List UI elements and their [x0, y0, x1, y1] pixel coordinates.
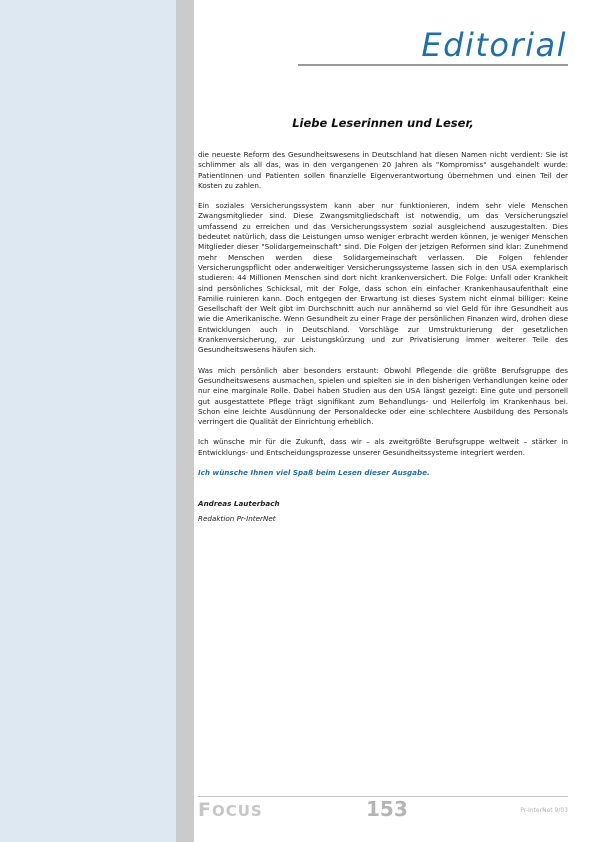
sidebar-blue-panel [0, 0, 176, 842]
page-title: Editorial [421, 26, 567, 64]
page-number: 153 [366, 797, 408, 821]
brand-rest: OCUS [211, 802, 263, 820]
letter-body [198, 116, 568, 523]
sidebar-gray-stripe [176, 0, 194, 842]
letter-paragraph-4: Ich wünsche mir für die Zukunft, dass wir – als zweitgrößte Berufsgruppe weltweit – stärker in Entwicklungs- und Entscheidungsprozesse unserer Gesundheitssysteme integriert werden. [198, 437, 568, 457]
signature-name: Andreas Lauterbach [198, 499, 280, 509]
letter-greeting: Liebe Leserinnen und Leser, [292, 116, 474, 130]
letter-paragraph-2: Ein soziales Versicherungssystem kann aber nur funktionieren, indem sehr viele Menschen Zwangsmitglieder sind. Diese Zwangsmitgliedschaft ist notwendig, um das Versicherungsziel umfassend zu erreichen und das Versicherungssystem sozial ausgleichend auszugestalten. Dies bedeutet natürlich, dass die Leistungen umso weniger erbracht werden können, je weniger Menschen Mitglieder dieser "Solidargemeinschaft" sind. Die Folgen der jetzigen Reformen sind klar: Zunehmend mehr Menschen werden diese Solidargemeinschaft verlassen. Die Folgen fehlender Versicherungspflicht oder anderweitiger Versicherungssysteme lassen sich in den USA exemplarisch studieren: 44 Millionen Menschen sind dort nicht krankenversichert. Die Folge: Unfall oder Krankheit sind persönliches Schicksal, mit der Folge, dass schon ein einfacher Krankenhausaufenthalt eine Familie ruinieren kann. Doch entgegen der Erwartung ist dieses System nicht einmal billiger: Keine Gesellschaft der Welt gibt im Durchschnitt auch nur annähernd so viel Geld für ihre Gesundheit aus wie die Amerikanische. Wenn Gesundheit zu einer Frage der persönlichen Finanzen wird, drohen diese Entwicklungen auch in Deutschland. Vorschläge zur Umstrukturierung der gesetzlichen Krankenversicherung, zur Leistungskürzung und zur Privatisierung immer weiterer Teile des Gesundheitswesens häufen sich. [198, 201, 568, 355]
letter-closing: Ich wünsche Ihnen viel Spaß beim Lesen dieser Ausgabe. [198, 468, 430, 478]
title-rule [298, 64, 568, 66]
signature-role: Redaktion Pr-InterNet [198, 514, 276, 524]
letter-paragraph-3: Was mich persönlich aber besonders erstaunt: Obwohl Pflegende die größte Berufsgruppe des Gesundheitswesens ausmachen, spielen und spielten sie in den bisherigen Verhandlungen keine oder nur eine marginale Rolle. Dabei haben Studien aus den USA längst gezeigt: Eine gute und personell gut ausgestattete Pflege trägt signifikant zum Behandlungs- und Heilerfolg im Krankenhaus bei. Schon eine leichte Ausdünnung der Personaldecke oder eine schlechtere Ausbildung des Personals verringert die Qualität der Einrichtung erheblich. [198, 365, 568, 427]
footer-brand-logo [198, 799, 263, 821]
footer-source: Pr-InterNet 9/03 [520, 807, 568, 814]
letter-paragraph-1: die neueste Reform des Gesundheitswesens in Deutschland hat diesen Namen nicht verdient: Sie ist schlimmer als all das, was in den vergangenen 20 Jahren als "Kompromiss" ausgehandelt wurde: PatientInnen und Patienten sollen finanzielle Eigenverantwortung übernehmen und einen Teil der Kosten zu zahlen. [198, 150, 568, 190]
brand-initial: F [198, 799, 212, 821]
